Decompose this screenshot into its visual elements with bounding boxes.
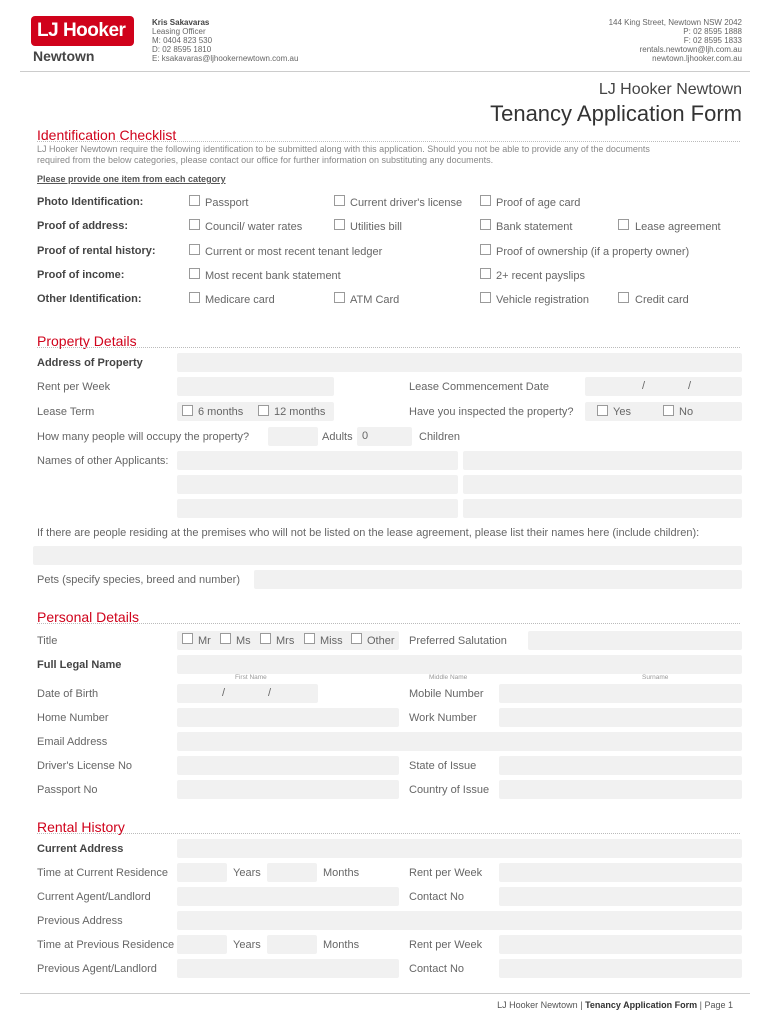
income-bank-statement-checkbox[interactable] [189,268,200,279]
bank-statement-checkbox[interactable] [480,219,491,230]
time-previous-label: Time at Previous Residence [37,939,175,951]
footer-office: LJ Hooker Newtown [497,1000,578,1010]
agent-direct: D: 02 8595 1810 [152,45,212,54]
current-contact-label: Contact No [409,891,465,903]
salutation-label: Preferred Salutation [409,635,507,647]
bank-statement-label: Bank statement [496,221,573,233]
previous-months-field[interactable] [267,935,317,954]
pets-label: Pets (specify species, breed and number) [37,574,240,586]
footer-page: Page 1 [704,1000,733,1010]
current-contact-field[interactable] [499,887,742,906]
rent-per-week-label: Rent per Week [37,381,111,393]
row-label-address: Proof of address: [37,220,129,232]
term-6-months-label: 6 months [198,406,244,418]
state-label: State of Issue [409,760,477,772]
agent-mobile: M: 0404 823 530 [152,36,213,45]
previous-contact-label: Contact No [409,963,465,975]
occupants-label: How many people will occupy the property? [37,431,250,443]
agent-title: Leasing Officer [152,27,206,36]
children-label: Children [419,431,460,443]
intro-line-2: required from the below categories, please contact our office for further information on substituting any documents. [37,155,494,165]
proof-of-age-label: Proof of age card [496,197,581,209]
license-field[interactable] [177,756,399,775]
office-fax: F: 02 8595 1833 [683,36,742,45]
row-label-other: Other Identification: [37,293,142,305]
section-personal: Personal Details [37,609,139,625]
title-mr-checkbox[interactable] [182,633,193,644]
home-field[interactable] [177,708,399,727]
office-web: newtown.ljhooker.com.au [652,54,742,63]
inspected-no-checkbox[interactable] [663,405,674,416]
term-12-months-label: 12 months [274,406,326,418]
current-address-label: Current Address [37,843,124,855]
applicant-1-field[interactable] [177,451,458,470]
medicare-label: Medicare card [205,294,275,306]
adults-value: 0 [362,430,369,442]
title-mrs-label: Mrs [276,635,295,647]
medicare-checkbox[interactable] [189,292,200,303]
time-current-label: Time at Current Residence [37,867,169,879]
date-separator: / [222,687,226,699]
residing-field[interactable] [33,546,742,565]
current-months-label: Months [323,867,360,879]
logo [31,16,134,46]
row-label-income: Proof of income: [37,269,125,281]
footer-sep: | [699,1000,702,1010]
previous-months-label: Months [323,939,360,951]
current-agent-label: Current Agent/Landlord [37,891,151,903]
current-rent-label: Rent per Week [409,867,483,879]
agent-name: Kris Sakavaras [152,18,210,27]
office-title: LJ Hooker Newtown [598,81,742,98]
applicant-2-field[interactable] [463,451,742,470]
section-rental: Rental History [37,819,125,835]
lease-agreement-label: Lease agreement [635,221,721,233]
income-bank-statement-label: Most recent bank statement [205,270,341,282]
payslips-checkbox[interactable] [480,268,491,279]
state-field[interactable] [499,756,742,775]
other-applicants-label: Names of other Applicants: [37,455,169,467]
inspected-yes-label: Yes [613,406,631,418]
lease-agreement-checkbox[interactable] [618,219,629,230]
previous-agent-field[interactable] [177,959,399,978]
agent-email: E: ksakavaras@ljhookernewtown.com.au [152,54,299,63]
country-field[interactable] [499,780,742,799]
divider [37,347,740,348]
proof-ownership-label: Proof of ownership (if a property owner) [496,246,690,258]
inspected-label: Have you inspected the property? [409,406,574,418]
lease-commencement-label: Lease Commencement Date [409,381,550,393]
passport-label: Passport [205,197,249,209]
adults-label: Adults [322,431,353,443]
divider [37,623,740,624]
footer-rule [20,993,750,994]
office-address: 144 King Street, Newtown NSW 2042 [608,18,742,27]
current-rent-field[interactable] [499,863,742,882]
instruction: Please provide one item from each category [37,174,226,184]
current-years-field[interactable] [177,863,227,882]
footer-form: Tenancy Application Form [585,1000,698,1010]
logo-sub: Newtown [33,48,95,64]
license-label: Driver's License No [37,760,133,772]
title-mrs-checkbox[interactable] [260,633,271,644]
dob-label: Date of Birth [37,688,99,700]
vehicle-registration-checkbox[interactable] [480,292,491,303]
drivers-license-checkbox[interactable] [334,195,345,206]
passport-checkbox[interactable] [189,195,200,206]
title-other-label: Other [367,635,395,647]
title-other-checkbox[interactable] [351,633,362,644]
atm-card-label: ATM Card [350,294,400,306]
current-address-field[interactable] [177,839,742,858]
previous-years-label: Years [233,939,261,951]
current-months-field[interactable] [267,863,317,882]
page-title: Tenancy Application Form [490,101,742,126]
title-mr-label: Mr [198,635,211,647]
proof-ownership-checkbox[interactable] [480,244,491,255]
atm-card-checkbox[interactable] [334,292,345,303]
work-field[interactable] [499,708,742,727]
applicant-5-field[interactable] [177,499,458,518]
previous-agent-label: Previous Agent/Landlord [37,963,157,975]
row-label-photo: Photo Identification: [37,196,144,208]
utilities-bill-checkbox[interactable] [334,219,345,230]
proof-of-age-checkbox[interactable] [480,195,491,206]
work-label: Work Number [409,712,477,724]
previous-address-field[interactable] [177,911,742,930]
previous-address-label: Previous Address [37,915,123,927]
lease-commencement-field[interactable] [585,377,742,396]
property-address-field[interactable] [177,353,742,372]
date-separator: / [688,380,692,392]
pets-field[interactable] [254,570,742,589]
inspected-yes-checkbox[interactable] [597,405,608,416]
utilities-bill-label: Utilities bill [350,221,402,233]
council-rates-checkbox[interactable] [189,219,200,230]
rent-per-week-field[interactable] [177,377,334,396]
title-miss-checkbox[interactable] [304,633,315,644]
title-label: Title [37,635,58,647]
mobile-label: Mobile Number [409,688,484,700]
previous-years-field[interactable] [177,935,227,954]
address-of-property-label: Address of Property [37,357,143,369]
section-property: Property Details [37,333,137,349]
previous-contact-field[interactable] [499,959,742,978]
drivers-license-label: Current driver's license [350,197,463,209]
dob-field[interactable] [177,684,318,703]
term-12-months-checkbox[interactable] [258,405,269,416]
passport-no-field[interactable] [177,780,399,799]
current-agent-field[interactable] [177,887,399,906]
adults-field[interactable] [268,427,318,446]
applicant-4-field[interactable] [463,475,742,494]
office-email: rentals.newtown@ljh.com.au [639,45,742,54]
footer-sep: | [580,1000,583,1010]
credit-card-label: Credit card [635,294,689,306]
first-name-caption: First Name [235,674,267,681]
credit-card-checkbox[interactable] [618,292,629,303]
office-contact [609,18,742,63]
passport-no-label: Passport No [37,784,98,796]
divider [37,833,740,834]
vehicle-registration-label: Vehicle registration [496,294,589,306]
current-years-label: Years [233,867,261,879]
applicant-6-field[interactable] [463,499,742,518]
title-miss-label: Miss [320,635,343,647]
legal-name-label: Full Legal Name [37,659,122,671]
date-separator: / [642,380,646,392]
salutation-field[interactable] [528,631,742,650]
applicant-3-field[interactable] [177,475,458,494]
payslips-label: 2+ recent payslips [496,270,585,282]
footer [497,1000,733,1011]
legal-name-field[interactable] [177,655,742,674]
office-phone: P: 02 8595 1888 [683,27,742,36]
surname-caption: Surname [642,674,669,681]
home-label: Home Number [37,712,109,724]
divider [37,141,740,142]
mobile-field[interactable] [499,684,742,703]
intro-line-1: LJ Hooker Newtown require the following identification to be submitted along with this application. Should you not be able to provide any of the documents [37,144,650,154]
term-6-months-checkbox[interactable] [182,405,193,416]
section-identification: Identification Checklist [37,127,177,143]
previous-rent-field[interactable] [499,935,742,954]
header-rule [20,71,750,72]
row-label-rental: Proof of rental history: [37,245,156,257]
title-ms-checkbox[interactable] [220,633,231,644]
tenant-ledger-checkbox[interactable] [189,244,200,255]
middle-name-caption: Middle Name [429,674,468,681]
previous-rent-label: Rent per Week [409,939,483,951]
date-separator: / [268,687,272,699]
email-field[interactable] [177,732,742,751]
inspected-no-label: No [679,406,694,418]
council-rates-label: Council/ water rates [205,221,303,233]
tenant-ledger-label: Current or most recent tenant ledger [205,246,383,258]
title-ms-label: Ms [236,635,251,647]
lease-term-label: Lease Term [37,406,95,418]
children-field[interactable] [357,427,412,446]
logo-text: LJ Hooker [37,20,126,41]
residing-label: If there are people residing at the premises who will not be listed on the lease agreement, please list their names here (include children): [37,527,700,539]
email-label: Email Address [37,736,108,748]
country-label: Country of Issue [409,784,490,796]
